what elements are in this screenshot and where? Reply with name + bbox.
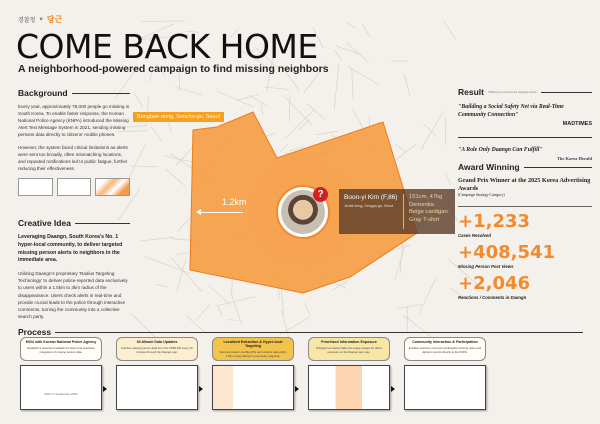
process-step (20, 337, 102, 410)
stat-label: Missing Person Post Views (458, 264, 514, 270)
step-caption: MOU in September 2024 (44, 392, 78, 396)
creative-body: Utilizing Daangn's proprietary 'Radius Targeting Technology' to deliver police-reported data exclusively to users within a 1.5km to 3km radius of the disappearance. Users check alerts in real-time and provide crucial leads to the police through interactive comments, turning the community into a collective search party. (18, 271, 128, 319)
street-line (236, 95, 258, 100)
street-line (404, 74, 410, 97)
person-address: Jeosil-dong, Songpa-gu, Seoul (344, 204, 394, 208)
process-step (116, 337, 198, 410)
background-thumbnails (18, 178, 130, 196)
step-title: Community Interaction & Participation (412, 340, 478, 344)
source-madtimes: MADTIMES (562, 121, 592, 128)
stat-value: +2,046 (458, 273, 531, 295)
street-line (443, 21, 455, 40)
street-line (421, 111, 444, 150)
page-title: COME BACK HOME (16, 27, 318, 66)
street-line (395, 144, 406, 152)
street-line (346, 22, 355, 28)
step-image (116, 365, 198, 410)
background-section (18, 88, 130, 196)
step-desc: Narrows location via Big APIs and extracts data within 1.5km using Daangn's proprietary targeting. (219, 350, 287, 358)
page-subtitle: A neighborhood-powered campaign to find missing neighbors (18, 63, 329, 75)
result-note: *Within just a month of the campaign launch (487, 90, 537, 94)
quote-korea-herald: "A Role Only Daangn Can Fulfill" (458, 147, 543, 154)
street-line (316, 131, 338, 135)
process-step (404, 337, 486, 410)
stat-value: +1,233 (458, 211, 531, 233)
missing-person-info (339, 189, 455, 234)
street-line (218, 307, 222, 316)
process-step (212, 337, 294, 410)
process-step (308, 337, 390, 410)
thumbnail (18, 178, 53, 196)
street-line (447, 174, 451, 185)
street-line (289, 95, 290, 121)
step-image (308, 365, 390, 410)
quote-madtimes: "Building a Social Safety Net via Real-Time Community Connection" (458, 104, 564, 119)
background-text-1: Every year, approximately 78,000 people go missing in South Korea. To enable faster response, the Korean National Police Agency (KNPA) introduced the Missing Alert Text Message System in 2021, sending missing persons data directly to citizens' mobile phones. (18, 104, 130, 138)
daangn-logo: 당근 (46, 15, 63, 24)
stat-label: Reactions / Comments in Daangn (458, 295, 527, 301)
street-line (134, 94, 142, 107)
person-detail: Dementia (409, 201, 434, 208)
step-title: 30-Minute Data Updates (136, 340, 178, 344)
street-line (398, 304, 423, 308)
street-line (144, 256, 190, 273)
street-line (227, 320, 238, 321)
step-image (404, 365, 486, 410)
person-detail: Beige cardigan (409, 209, 448, 216)
street-line (155, 284, 168, 287)
street-line (141, 237, 174, 241)
award-heading: Award Winning (458, 162, 592, 172)
award-category: (Campaign Strategy Category) (458, 193, 505, 198)
background-heading: Background (18, 88, 130, 98)
street-line (334, 50, 342, 61)
street-line (334, 64, 339, 110)
step-desc: Establish a real-time feedback for direct and seamless integration of missing person data. (27, 346, 95, 354)
step-image (212, 365, 294, 410)
step-title: MOU with Korean National Police Agency (25, 340, 97, 344)
street-line (283, 95, 312, 125)
person-detail: Gray T-shirt (409, 216, 440, 223)
police-logo: 경찰청 (18, 18, 36, 24)
step-image (20, 365, 102, 410)
street-line (217, 91, 253, 107)
partner-logos (18, 14, 62, 25)
street-line (175, 87, 202, 95)
stat-label: Cases Resolved (458, 233, 491, 239)
street-line (261, 105, 263, 115)
street-line (151, 127, 162, 142)
street-line (307, 104, 325, 120)
street-line (419, 278, 436, 314)
street-line (129, 144, 146, 177)
award-title: Grand Prix Winner at the 2025 Korea Advertising Awards (458, 177, 591, 193)
street-line (347, 43, 369, 63)
thumbnail (57, 178, 92, 196)
arrow-left-icon (197, 212, 243, 213)
street-line (280, 144, 287, 151)
street-line (177, 217, 190, 231)
creative-idea-section (18, 218, 130, 320)
process-steps (20, 337, 486, 410)
street-line (336, 46, 361, 55)
stat-value: +408,541 (458, 242, 556, 264)
step-title: Localized Extraction & Hyper-local Targeting (223, 340, 283, 348)
source-korea-herald: The Korea Herald (556, 156, 592, 162)
background-text-2: However, the system faced critical limitations as alerts were sent too broadly, often mismatching locations, and repeated notifications led to public fatigue, further reducing their effectiveness. (18, 144, 128, 171)
area-label: Bangbae-dong, Seocho-gu, Seoul (133, 112, 224, 122)
separator: × (39, 16, 43, 23)
street-line (165, 169, 185, 186)
radius-label: 1.2km (222, 197, 247, 207)
street-line (352, 67, 353, 99)
step-desc: Enables real-time comment participation among users and delivers reports directly to the KNPA. (408, 346, 482, 354)
creative-heading: Creative Idea (18, 218, 130, 228)
street-line (249, 95, 266, 105)
process-heading: Process (18, 327, 583, 337)
street-line (209, 285, 230, 304)
street-line (362, 24, 370, 37)
street-line (177, 259, 186, 291)
creative-lead: Leveraging Daangn, South Korea's No. 1 hyper-local community, to deliver targeted missing person alerts to neighbors in the immediate area. (18, 234, 123, 264)
street-line (298, 119, 310, 130)
street-line (197, 305, 210, 320)
result-section (458, 87, 592, 306)
step-title: Prioritized Information Exposure (321, 340, 377, 344)
question-icon: ? (313, 187, 328, 202)
step-desc: Displays text-based data into image images for direct exposure on the Daangn app map. (316, 346, 382, 354)
thumbnail (95, 178, 130, 196)
result-heading: Result (458, 87, 484, 97)
person-name: Boon-yi Kim (F,86) (344, 194, 398, 201)
person-detail: 151cm, 47kg (409, 194, 443, 200)
street-line (142, 21, 186, 22)
street-line (304, 303, 310, 315)
step-desc: Fetches missing person data from the KNPA API every 30 minutes through the Daangn app. (121, 346, 193, 354)
